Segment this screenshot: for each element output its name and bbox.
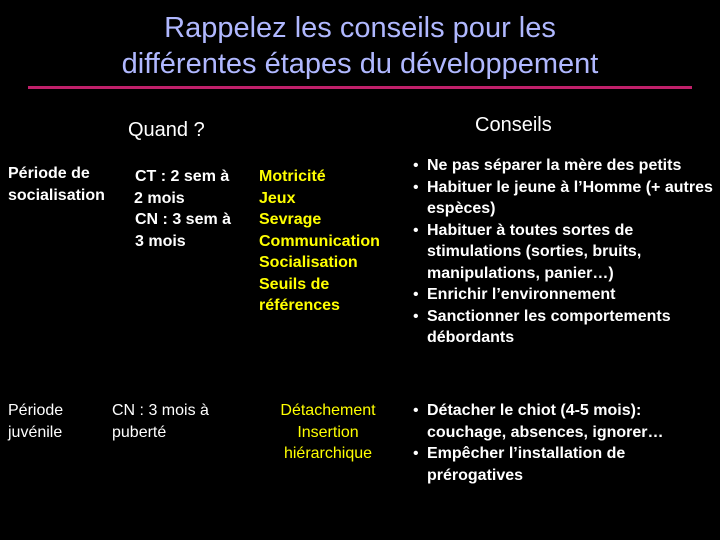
topic-item: Motricité (259, 168, 326, 185)
when-juvenile (112, 400, 209, 443)
bullet-icon: • (413, 178, 419, 196)
bullet-icon: • (413, 221, 419, 239)
topic-item: Socialisation (259, 254, 358, 271)
period-juvenile (8, 400, 63, 443)
bullet-icon: • (413, 307, 419, 325)
when-line: 2 mois (134, 189, 185, 207)
topic-item: Insertion (297, 423, 359, 441)
topic-item: Communication (259, 232, 380, 250)
bullet-icon: • (413, 402, 419, 419)
advice-item: • Habituer à toutes sortes de stimulations (sorties, bruits, manipulations, panier…) (413, 221, 642, 282)
when-line: CT : 2 sem à (135, 168, 230, 185)
advice-item: • Ne pas séparer la mère des petits (407, 155, 717, 177)
when-line: CN : 3 sem à (135, 211, 232, 228)
advice-item: • Empêcher l’installation de prérogatives (413, 445, 626, 484)
advice-item: • Enrichir l’environnement (407, 284, 717, 306)
topic-item: Seuils de (259, 275, 330, 293)
advice-item: • Détacher le chiot (4-5 mois): couchage, absences, ignorer… (413, 402, 664, 441)
advice-list-juvenile (407, 400, 707, 486)
topic-item: Sevrage (259, 211, 322, 228)
advice-list-socialisation (407, 155, 717, 349)
slide-title (0, 10, 720, 82)
bullet-icon: • (413, 445, 419, 462)
period-line: juvénile (8, 423, 63, 441)
topic-item: hiérarchique (283, 445, 373, 462)
title-line-1: Rappelez les conseils pour les (164, 12, 556, 44)
when-socialisation (135, 166, 260, 252)
topics-socialisation (259, 166, 404, 317)
period-line: socialisation (8, 186, 105, 204)
when-line: CN : 3 mois à (112, 402, 209, 419)
bullet-icon: • (413, 286, 419, 303)
topics-juvenile (262, 400, 394, 465)
when-line: 3 mois (135, 232, 186, 250)
advice-item: • Sanctionner les comportements débordants (413, 307, 671, 346)
header-quand: Quand ? (128, 119, 205, 141)
when-line: puberté (112, 423, 167, 441)
header-conseils: Conseils (475, 114, 552, 136)
period-socialisation (8, 163, 105, 206)
period-line: Période de (8, 165, 90, 182)
topic-item: références (259, 297, 340, 314)
topic-item: Détachement (280, 402, 376, 419)
topic-item: Jeux (259, 189, 296, 207)
title-line-2: différentes étapes du développement (121, 48, 599, 80)
period-line: Période (8, 402, 64, 419)
advice-item: • Habituer le jeune à l’Homme (+ autres espèces) (413, 178, 713, 217)
bullet-icon: • (413, 157, 419, 174)
title-divider (28, 86, 692, 89)
